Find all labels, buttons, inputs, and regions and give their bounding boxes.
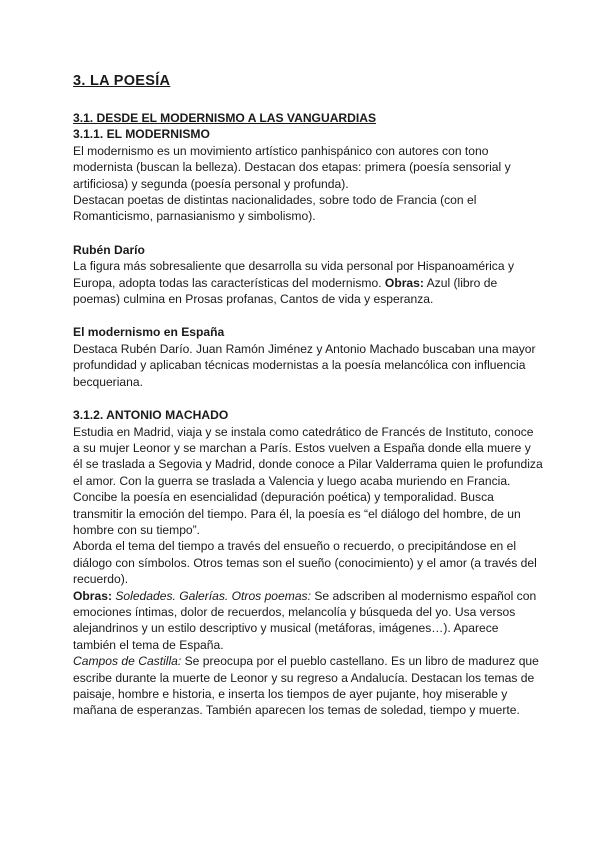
page-title: 3. LA POESÍA	[73, 73, 171, 89]
obras-label: Obras:	[73, 588, 112, 603]
subsection-heading: 3.1.1. EL MODERNISMO	[73, 127, 210, 142]
work-title: Campos de Castilla:	[73, 654, 182, 669]
subsection-heading: El modernismo en España	[73, 325, 225, 340]
work-title: Soledades. Galerías. Otros poemas:	[111, 588, 311, 603]
section-modernismo-espana	[73, 324, 543, 390]
paragraph-text: Se preocupa por el pueblo castellano. Es un libro de madurez que escribe durante la muerte de Leonor y su regreso a Andalucía. Destacan los temas de paisaje, hombre e historia, e inserta los tiempos de ayer pujante, hoy miserable y mañana de esperanzas. También aparecen los temas de soledad, tiempo y muerte.	[73, 654, 539, 718]
paragraph	[73, 653, 543, 719]
paragraph: Aborda el tema del tiempo a través del ensueño o recuerdo, o precipitándose en el diálogo con símbolos. Otros temas son el sueño (conocimiento) y el amor (a través del recuerdo).	[73, 539, 537, 587]
paragraph-text: La figura más sobresaliente que desarrolla su vida personal por Hispanoamérica y Europa, adopta todas las características del modernismo.	[73, 259, 514, 290]
subsection-heading: 3.1.2. ANTONIO MACHADO	[73, 408, 229, 423]
paragraph-text: Se adscriben al modernismo español con emociones íntimas, dolor de recuerdos, melancolía y búsqueda del yo. Usa versos alejandrinos y un estilo descriptivo y musical (metáforas, imágenes…). Aparece también el tema de España.	[73, 588, 537, 652]
paragraph: Estudia en Madrid, viaja y se instala como catedrático de Francés de Instituto, conoce a su mujer Leonor y se marchan a París. Estos vuelven a España donde ella muere y él se traslada a Segovia y Madrid, donde conoce a Pilar Valderrama quien le profundiza el amor. Con la guerra se traslada a Valencia y luego acaba muriendo en Francia.	[73, 424, 543, 488]
paragraph: El modernismo es un movimiento artístico panhispánico con autores con tono modernista (buscan la belleza). Destacan dos etapas: primera (poesía sensorial y artificiosa) y segunda (poesía personal y profunda).	[73, 143, 511, 191]
section-ruben-dario	[73, 242, 543, 308]
paragraph: Destaca Rubén Darío. Juan Ramón Jiménez y Antonio Machado buscaban una mayor profundidad y aplicaban técnicas modernistas a la poesía melancólica con influencia becqueriana.	[73, 341, 536, 389]
paragraph: Concibe la poesía en esencialidad (depuración poética) y temporalidad. Busca transmitir la emoción del tiempo. Para él, la poesía es “el diálogo del hombre, de un hombre con su tiempo”.	[73, 490, 521, 537]
subsection-heading: Rubén Darío	[73, 242, 145, 257]
section-modernismo	[73, 110, 543, 225]
paragraph	[73, 258, 543, 307]
section-antonio-machado	[73, 407, 543, 719]
paragraph	[73, 588, 543, 654]
document-page	[73, 72, 543, 719]
section-heading: 3.1. DESDE EL MODERNISMO A LAS VANGUARDIAS	[73, 111, 377, 125]
obras-label: Obras:	[384, 275, 424, 290]
paragraph-text: Azul (libro de poemas) culmina en Prosas profanas, Cantos de vida y esperanza.	[73, 275, 498, 307]
paragraph: Destacan poetas de distintas nacionalidades, sobre todo de Francia (con el Romanticismo, parnasianismo y simbolismo).	[73, 193, 477, 224]
